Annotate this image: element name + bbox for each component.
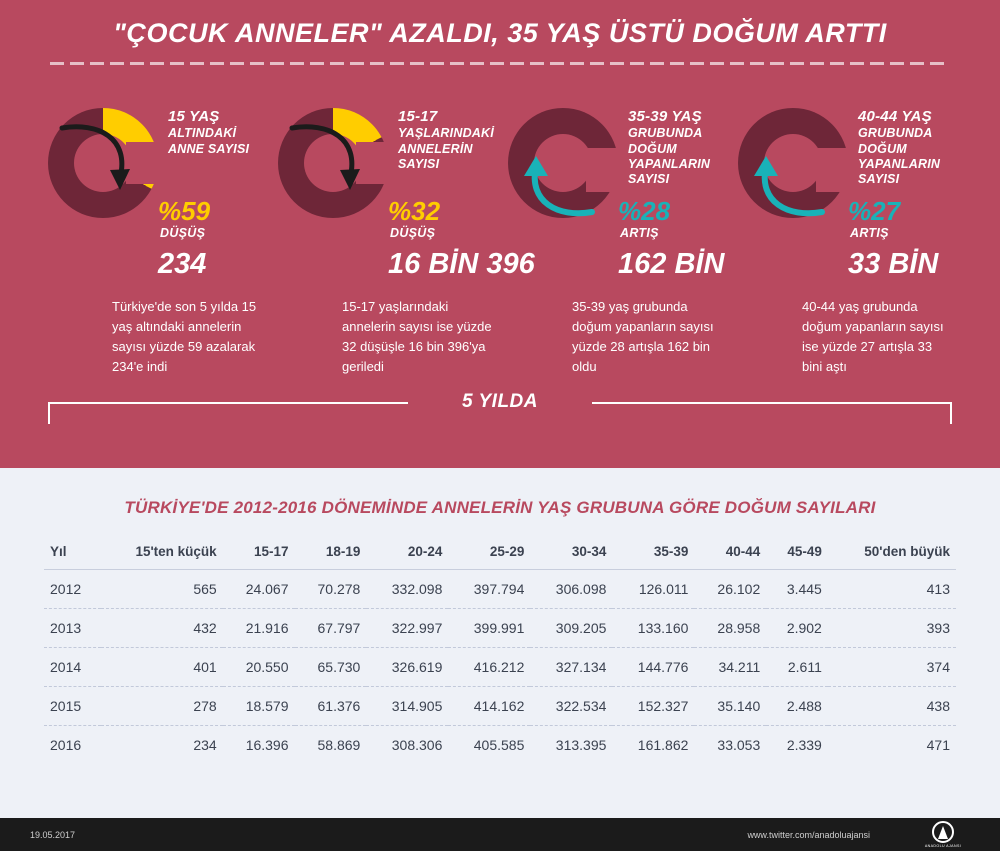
col-header-18-19: 18-19 (325, 544, 361, 559)
cell-value: 322.534 (555, 698, 607, 714)
donut-wrap (270, 100, 535, 280)
cell-value: 278 (193, 698, 217, 714)
card-heading-line3: YAPANLARIN SAYISI (628, 156, 711, 187)
arrow-up-icon (744, 156, 830, 234)
donut-wrap (40, 100, 270, 280)
col-header-30-34: 30-34 (571, 544, 607, 559)
cell-value: 126.011 (638, 581, 689, 597)
table-row (44, 609, 956, 648)
donut-wrap (500, 100, 730, 280)
cell-value: 34.211 (718, 659, 761, 675)
cell-year: 2014 (50, 659, 82, 675)
cell-value: 33.053 (717, 737, 761, 753)
cell-value: 24.067 (245, 581, 289, 597)
card-description: 35-39 yaş grubunda doğum yapanların sayısı yüzde 28 artışla 162 bin oldu (572, 299, 714, 375)
card-heading-line1: 35-39 YAŞ (628, 108, 702, 125)
anadolu-ajansi-logo (914, 820, 972, 849)
cell-value: 16.396 (245, 737, 289, 753)
births-table (44, 538, 956, 764)
arrow-up-icon (514, 156, 600, 234)
cell-value: 414.162 (473, 698, 525, 714)
cell-value: 35.140 (717, 698, 761, 714)
cell-value: 2.339 (786, 737, 822, 753)
cell-value: 67.797 (317, 620, 361, 636)
table-row (44, 726, 956, 765)
cell-value: 306.098 (555, 581, 607, 597)
cell-value: 58.869 (317, 737, 361, 753)
cell-value: 332.098 (391, 581, 443, 597)
arrow-down-icon (288, 122, 374, 200)
cell-year: 2016 (50, 737, 82, 753)
card-heading (168, 108, 278, 157)
cards-row (40, 100, 960, 378)
stat-card-35-39 (500, 100, 730, 378)
table-row (44, 570, 956, 609)
table-header-row (44, 538, 956, 570)
card-description: Türkiye'de son 5 yılda 15 yaş altındaki annelerin sayısı yüzde 59 azalarak 234'e indi (112, 299, 257, 375)
col-header-15-17: 15-17 (253, 544, 289, 559)
cell-value: 21.916 (245, 620, 289, 636)
cell-value: 308.306 (391, 737, 443, 753)
cell-value: 416.212 (473, 659, 525, 675)
cell-value: 3.445 (786, 581, 822, 597)
col-header-40-44: 40-44 (725, 544, 761, 559)
cell-value: 432 (193, 620, 217, 636)
cell-value: 326.619 (391, 659, 443, 675)
cell-value: 471 (926, 737, 950, 753)
stat-card-40-44 (730, 100, 960, 378)
cell-value: 234 (193, 737, 217, 753)
card-heading (628, 108, 738, 187)
table-head (44, 538, 956, 570)
cell-value: 565 (193, 581, 217, 597)
cell-value: 2.611 (787, 659, 822, 675)
card-big-number: 234 (158, 248, 207, 280)
cell-value: 399.991 (473, 620, 525, 636)
cell-value: 133.160 (637, 620, 689, 636)
footer-url[interactable]: www.twitter.com/anadoluajansi (747, 830, 870, 840)
card-percent: %28 (618, 196, 671, 226)
card-percent: %27 (848, 196, 901, 226)
card-heading-line1: 15 YAŞ (168, 108, 220, 125)
card-percent: %32 (388, 196, 441, 226)
col-header-yil: Yıl (50, 544, 67, 559)
logo-text: ANADOLU AJANSI (924, 844, 962, 848)
card-percent-label: ARTIŞ (620, 226, 659, 240)
card-percent-label: ARTIŞ (850, 226, 889, 240)
card-percent-label: DÜŞÜŞ (390, 226, 436, 240)
cell-value: 314.905 (391, 698, 443, 714)
card-big-number: 162 BİN (618, 248, 725, 280)
card-heading-line3: ANNELERİN SAYISI (398, 141, 473, 171)
card-heading-line2: ALTINDAKİ (168, 126, 237, 141)
card-description: 15-17 yaşlarındaki annelerin sayısı ise yüzde 32 düşüşle 16 bin 396'ya geriledi (342, 299, 492, 375)
col-header-35-39: 35-39 (653, 544, 689, 559)
cell-value: 405.585 (473, 737, 525, 753)
table-title: TÜRKİYE'DE 2012-2016 DÖNEMİNDE ANNELERİN YAŞ GRUBUNA GÖRE DOĞUM SAYILARI (124, 498, 876, 517)
cell-value: 2.902 (786, 620, 822, 636)
cell-value: 313.395 (555, 737, 607, 753)
cell-value: 413 (926, 581, 950, 597)
stat-card-15-yas-alti (40, 100, 270, 378)
cell-value: 20.550 (245, 659, 289, 675)
footer-date: 19.05.2017 (30, 830, 76, 840)
table-row (44, 687, 956, 726)
period-bracket (48, 391, 952, 442)
cell-value: 161.862 (637, 737, 689, 753)
cell-value: 397.794 (473, 581, 525, 597)
cell-value: 393 (926, 620, 950, 636)
col-header-20-24: 20-24 (407, 544, 443, 559)
cell-value: 28.958 (717, 620, 761, 636)
cell-value: 327.134 (555, 659, 607, 675)
table-panel (0, 468, 1000, 818)
card-description: 40-44 yaş grubunda doğum yapanların sayısı ise yüzde 27 artışla 33 bini aştı (802, 299, 944, 375)
bracket-label: 5 YILDA (461, 391, 538, 412)
card-heading-line1: 40-44 YAŞ (858, 108, 932, 125)
cell-value: 26.102 (717, 581, 761, 597)
col-header-15ten-kucuk: 15'ten küçük (135, 544, 217, 559)
col-header-25-29: 25-29 (489, 544, 525, 559)
card-heading-line2: YAŞLARINDAKİ (398, 126, 494, 141)
card-heading-line2: GRUBUNDA DOĞUM (628, 126, 703, 156)
cell-value: 70.278 (317, 581, 361, 597)
arrow-down-icon (58, 122, 144, 200)
card-heading-line2: GRUBUNDA DOĞUM (858, 126, 933, 156)
col-header-50den-buyuk: 50'den büyük (864, 544, 950, 559)
table-body (44, 570, 956, 765)
card-percent: %59 (158, 196, 211, 226)
logo-mark-icon (932, 821, 954, 843)
page-title: "ÇOCUK ANNELER" AZALDI, 35 YAŞ ÜSTÜ DOĞUM ARTTI (113, 18, 887, 48)
cell-value: 401 (193, 659, 217, 675)
col-header-45-49: 45-49 (787, 544, 822, 559)
card-heading-line3: ANNE SAYISI (168, 141, 250, 156)
card-heading (858, 108, 968, 187)
cell-value: 65.730 (317, 659, 361, 675)
table-row (44, 648, 956, 687)
title-divider (50, 62, 950, 65)
card-percent-label: DÜŞÜŞ (160, 226, 206, 240)
cell-value: 18.579 (245, 698, 289, 714)
cell-value: 309.205 (555, 620, 607, 636)
card-big-number: 33 BİN (848, 248, 939, 280)
cell-value: 438 (926, 698, 950, 714)
cell-value: 2.488 (786, 698, 822, 714)
cell-value: 374 (926, 659, 950, 675)
cell-value: 61.376 (317, 698, 361, 714)
footer-bar (0, 818, 1000, 851)
card-heading-line1: 15-17 (398, 108, 438, 125)
cell-value: 144.776 (637, 659, 689, 675)
cell-year: 2013 (50, 620, 82, 636)
donut-wrap (730, 100, 960, 280)
card-heading (398, 108, 508, 172)
cell-year: 2012 (50, 581, 82, 597)
card-big-number: 16 BİN 396 (388, 248, 535, 280)
cell-value: 322.997 (391, 620, 443, 636)
stat-card-15-17 (270, 100, 535, 378)
cell-year: 2015 (50, 698, 82, 714)
card-heading-line3: YAPANLARIN SAYISI (858, 156, 941, 187)
cell-value: 152.327 (637, 698, 689, 714)
